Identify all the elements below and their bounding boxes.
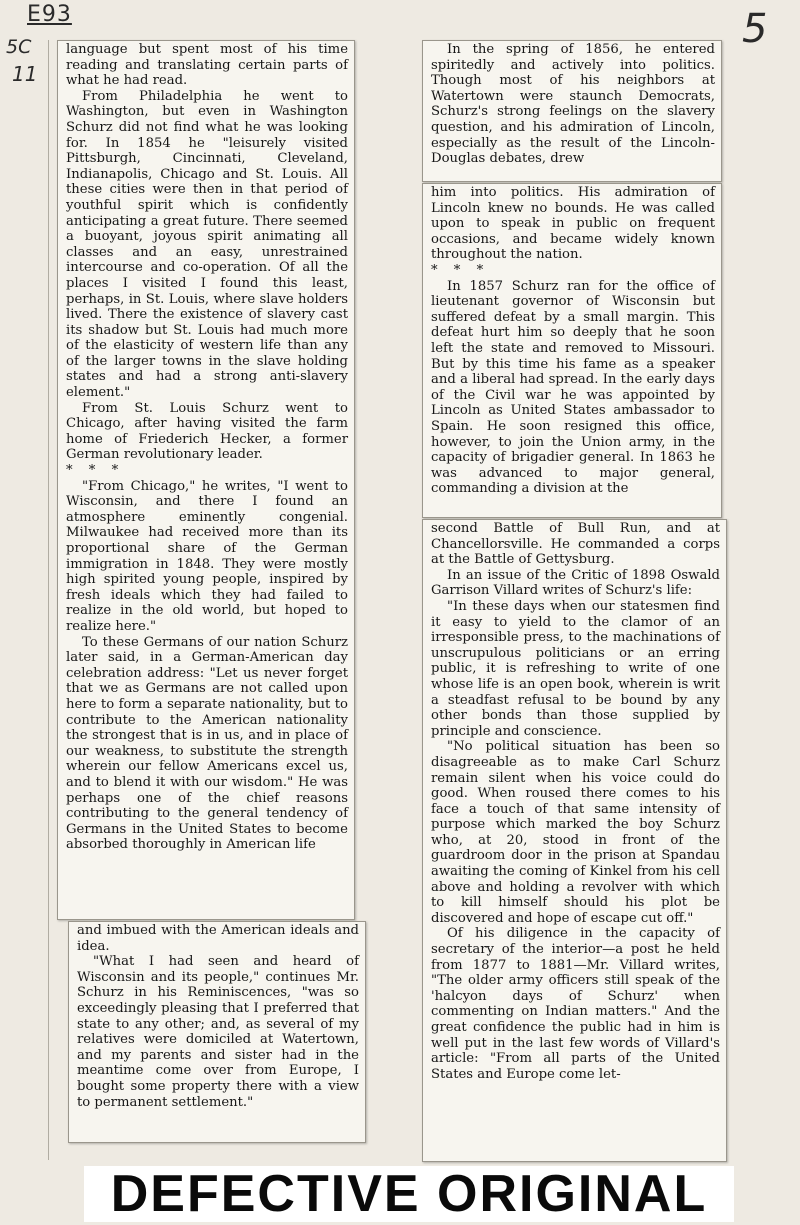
section-separator: * * * [431, 262, 490, 278]
paragraph: him into politics. His admiration of Lincoln knew no bounds. He was called upon to speak in public on frequent occasions, and became widely known throughout the nation. [431, 185, 715, 263]
section-separator: * * * [66, 463, 125, 479]
paragraph: Of his diligence in the capacity of secretary of the interior—a post he held from 1877 to 1881—Mr. Villard writes, "The older army officers still speak of the 'halcyon days of Schurz' when commenting on Indian matters." And the great confidence the public had in him is well put in the last few words of Villard's article: "From all parts of the United States and Europe come let- [431, 926, 720, 1082]
handwritten-page-number: 5 [742, 6, 768, 52]
paragraph: language but spent most of his time reading and translating certain parts of what he had read. [66, 42, 348, 89]
page-edge-line [48, 40, 49, 1160]
paragraph: To these Germans of our nation Schurz later said, in a German-American day celebration address: "Let us never forget that we as Germans are not called upon here to form a separate nationality, but to contribute to the American nationality the strongest that is in us, and in place of our weakness, to substitute the strength wherein our fellow Americans excel us, and to blend it with our wisdom." He was perhaps one of the chief reasons contributing to the general tendency of Germans in the United States to become absorbed thoroughly in American life [66, 634, 348, 853]
paragraph: In 1857 Schurz ran for the office of lieutenant governor of Wisconsin but suffered defeat by a small margin. This defeat hurt him so deeply that he soon left the state and removed to Missouri. But by this time his fame as a speaker and a liberal had spread. In the early days of the Civil war he was appointed by Lincoln as United States ambassador to Spain. He soon resigned this office, however, to join the Union army, in the capacity of brigadier general. In 1863 he was advanced to major general, commanding a division at the [431, 278, 715, 497]
paragraph: From St. Louis Schurz went to Chicago, after having visited the farm home of Friederich Hecker, a former German revolutionary leader. [66, 400, 348, 463]
handwritten-e93: E93 [27, 2, 72, 27]
clipping-column-right-middle [422, 183, 722, 518]
paragraph: "From Chicago," he writes, "I went to Wisconsin, and there I found an atmosphere eminently congenial. Milwaukee had received more than its proportional share of the German immigration in 1848. They were mostly high spirited young people, inspired by fresh ideals which they had failed to realize in the old world, but hoped to realize here." [66, 478, 348, 634]
paragraph: From Philadelphia he went to Washington, but even in Washington Schurz did not find what he was looking for. In 1854 he "leisurely visited Pittsburgh, Cincinnati, Cleveland, Indianapolis, Chicago and St. Louis. All these cities were then in that period of youthful spirit which is confidently anticipating a great future. There seemed a buoyant, joyous spirit animating all classes and an easy, unrestrained intercourse and co-operation. Of all the places I visited I found this least, perhaps, in St. Louis, where slave holders lived. There the existence of slavery cast its shadow but St. Louis had much more of the elasticity of western life than any of the larger towns in the slave holding states and had a strong anti-slavery element." [66, 88, 348, 401]
clipping-column-right-top [422, 40, 722, 182]
paragraph: In an issue of the Critic of 1898 Oswald Garrison Villard writes of Schurz's life: [431, 567, 720, 599]
clipping-column-left-bottom [68, 921, 366, 1143]
clipping-column-right-bottom [422, 519, 727, 1162]
paragraph: "No political situation has been so disagreeable as to make Carl Schurz remain silent when his voice could do good. When roused there comes to his face a touch of that same intensity of purpose which marked the boy Schurz who, at 20, stood in front of the guardroom door in the prison at Spandau awaiting the coming of Kinkel from his cell above and holding a revolver with which to kill himself should his plot be discovered and hope of escape cut off." [431, 739, 720, 926]
defective-original-banner: DEFECTIVE ORIGINAL [84, 1166, 734, 1222]
paragraph: "What I had seen and heard of Wisconsin and its people," continues Mr. Schurz in his Reminiscences, "was so exceedingly pleasing that I preferred that state to any other; and, as several of my relatives were domiciled at Watertown, and my parents and sister had in the meantime come over from Europe, I bought some property there with a view to permanent settlement." [77, 954, 359, 1110]
handwritten-5c: 5C [6, 36, 32, 58]
paragraph: and imbued with the American ideals and idea. [77, 923, 359, 954]
clipping-column-left-top [57, 40, 355, 920]
paragraph: In the spring of 1856, he entered spiritedly and actively into politics. Though most of his neighbors at Watertown were staunch Democrats, Schurz's strong feelings on the slavery question, and his admiration of Lincoln, especially as the result of the Lincoln-Douglas debates, drew [431, 42, 715, 167]
handwritten-11: 11 [12, 62, 38, 86]
paragraph: "In these days when our statesmen find it easy to yield to the clamor of an irresponsible press, to the machinations of unscrupulous politicians or an erring public, it is refreshing to write of one whose life is an open book, wherein is writ a steadfast refusal to be bound by any other bonds than those supplied by principle and conscience. [431, 598, 720, 739]
paragraph: second Battle of Bull Run, and at Chancellorsville. He commanded a corps at the Battle of Gettysburg. [431, 521, 720, 568]
